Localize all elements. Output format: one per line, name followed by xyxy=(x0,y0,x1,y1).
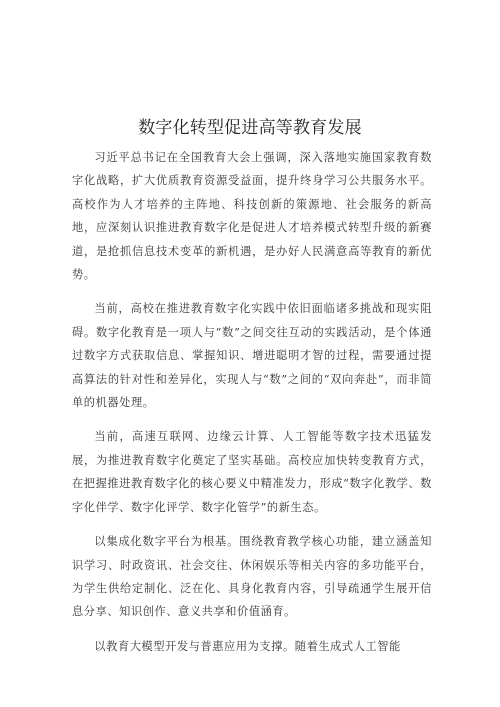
article-body xyxy=(72,146,432,669)
paragraph: 当前，高速互联网、边缘云计算、人工智能等数字技术迅猛发展，为推进教育数字化奠定了坚实基础。高校应加快转变教育方式，在把握推进教育数字化的核心要义中精准发力，形成“数字化教学、数字化伴学、数字化评学、数字化管学”的新生态。 xyxy=(72,430,432,514)
paragraph: 习近平总书记在全国教育大会上强调，深入落地实施国家教育数字化战略，扩大优质教育资源受益面，提升终身学习公共服务水平。高校作为人才培养的主阵地、科技创新的策源地、社会服务的新高地，应深刻认识推进教育数字化是促进人才培养模式转型升级的新赛道，是抢抓信息技术变革的新机遇，是办好人民满意高等教育的新优势。 xyxy=(72,151,432,282)
paragraph: 以教育大模型开发与普惠应用为支撑。随着生成式人工智能 xyxy=(94,639,401,653)
paragraph: 以集成化数字平台为根基。围绕教育教学核心功能，建立涵盖知识学习、时政资讯、社会交往、休闲娱乐等相关内容的多功能平台，为学生供给定制化、泛在化、具身化教育内容，引导疏通学生展开信息分享、知识创作、意义共享和价值涵育。 xyxy=(72,535,432,619)
document-title: 数字化转型促进高等教育发展 xyxy=(138,118,362,138)
paragraph: 当前，高校在推进教育数字化实践中依旧面临诸多挑战和现实阻碍。数字化教育是一项人与“数”之间交往互动的实践活动，是个体通过数字方式获取信息、掌握知识、增进聪明才智的过程，需要通过提高算法的针对性和差异化，实现人与“数”之间的“双向奔赴”，而非简单的机器处理。 xyxy=(72,302,432,410)
